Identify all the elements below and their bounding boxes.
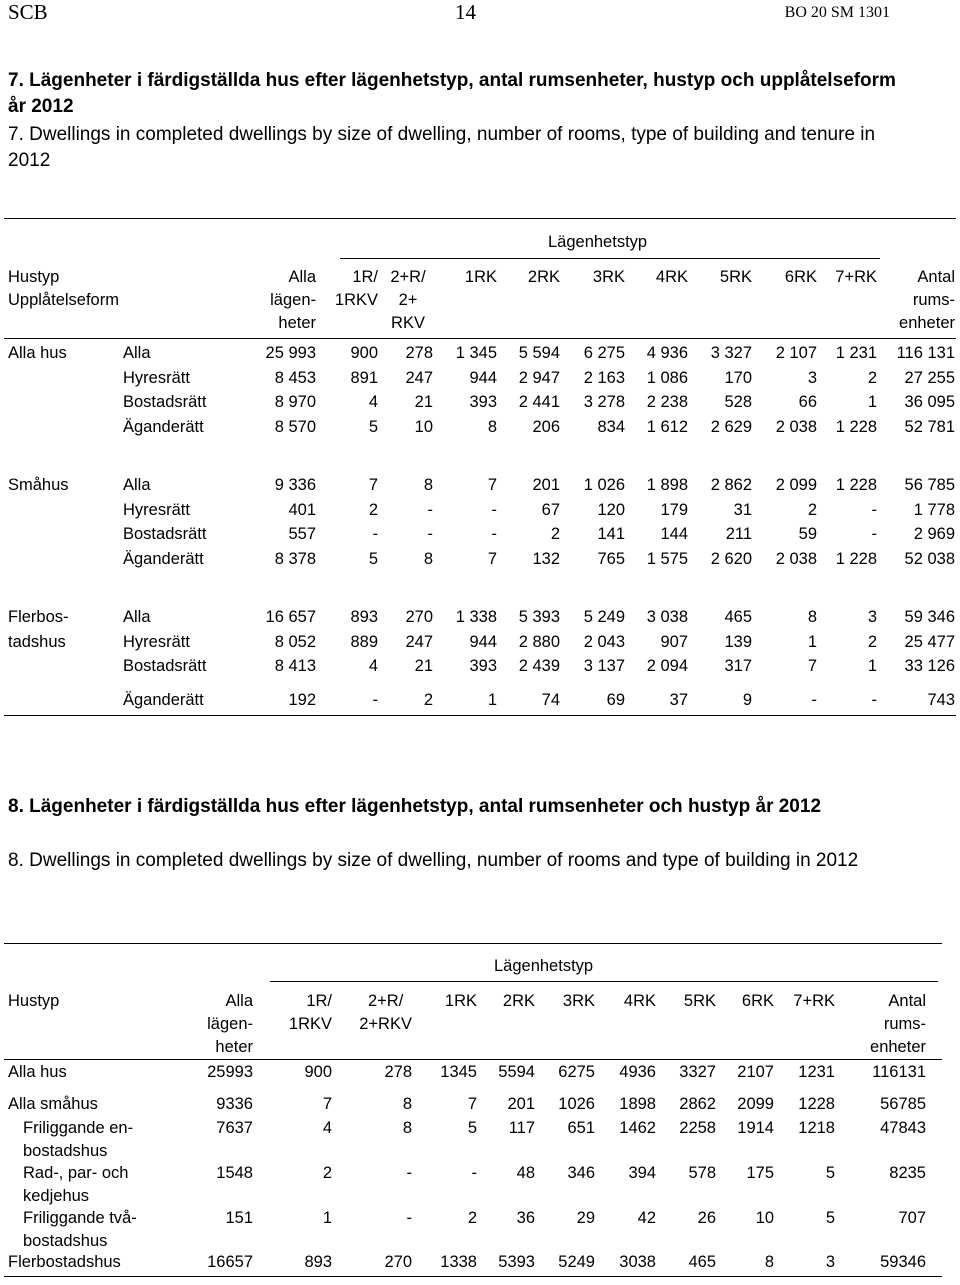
table8-cell: 8 xyxy=(402,1119,412,1137)
table7-cell: 192 xyxy=(288,690,316,709)
table7-cell: 10 xyxy=(414,417,433,436)
table7-cell: 1 xyxy=(867,657,877,675)
table8-cell: 175 xyxy=(746,1164,774,1182)
table7-cell: 2 439 xyxy=(518,657,560,675)
table7-cell: 2 xyxy=(423,690,433,709)
table7-cell: 2 880 xyxy=(518,632,560,651)
table8-col-header-4: 2RK xyxy=(502,992,535,1010)
table8-cell: 1218 xyxy=(798,1119,835,1137)
table8-cell: 10 xyxy=(755,1209,774,1227)
table7-cell: 2 038 xyxy=(775,417,817,436)
table7-col-header-10: Antal rums- enheter xyxy=(899,268,955,332)
table8-cell: 4936 xyxy=(619,1063,656,1081)
table7-cell: 2 xyxy=(368,500,378,519)
table8-cell: 151 xyxy=(225,1209,253,1227)
table7-group-header: Lägenhetstyp xyxy=(548,233,648,251)
table7-cell: 1 026 xyxy=(583,476,625,494)
table7-hustyp-1: Småhus xyxy=(8,476,69,494)
table8-cell: 5 xyxy=(825,1209,835,1227)
table8-cell: 9336 xyxy=(216,1095,253,1113)
table8-cell: 651 xyxy=(567,1119,595,1137)
table8-cell: 1898 xyxy=(619,1095,656,1113)
table7-cell: 5 594 xyxy=(518,344,560,362)
table8-cell: 201 xyxy=(507,1095,535,1113)
table7-cell: 1 228 xyxy=(835,476,877,494)
table8-cell: 1231 xyxy=(798,1063,835,1081)
table7-col-header-3: 1RK xyxy=(464,268,497,286)
table7-cell: 31 xyxy=(733,500,752,519)
table7-tenure: Bostadsrätt xyxy=(123,393,207,411)
table8-col-header-1: 1R/ 1RKV xyxy=(288,992,332,1033)
table8-cell: 465 xyxy=(688,1253,716,1271)
table7-cell: 120 xyxy=(597,500,625,519)
table8-cell: 26 xyxy=(697,1209,716,1227)
table8-cell: 1914 xyxy=(737,1119,774,1137)
table7-cell: 317 xyxy=(724,657,752,675)
table7-col-upplatelseform: Upplåtelseform xyxy=(8,291,119,309)
table7-cell: 834 xyxy=(597,417,625,436)
table7-tenure: Bostadsrätt xyxy=(123,657,207,675)
header-right: BO 20 SM 1301 xyxy=(784,4,890,21)
table8-cell: 59346 xyxy=(880,1253,926,1271)
table7-cell: 8 xyxy=(807,608,817,626)
table8-cell: 16657 xyxy=(207,1253,253,1271)
table7-cell: 7 xyxy=(487,476,497,494)
table7-cell: 69 xyxy=(606,690,625,709)
table8-group-header: Lägenhetstyp xyxy=(494,957,594,975)
table7-top-rule xyxy=(4,218,956,219)
table8-cell: 893 xyxy=(304,1253,332,1271)
table7-cell: 2 620 xyxy=(710,549,752,568)
table7-col-header-9: 7+RK xyxy=(835,268,877,286)
table7-cell: 2 094 xyxy=(646,657,688,675)
table7-col-hustyp: Hustyp xyxy=(8,268,60,286)
header-left: SCB xyxy=(8,0,48,24)
table8-cell: 2 xyxy=(467,1209,477,1227)
table7-title-en: 7. Dwellings in completed dwellings by size of dwelling, number of rooms, type of building and tenure in 2012 xyxy=(8,124,876,171)
table8-cell: 2099 xyxy=(737,1095,774,1113)
table7-cell: 1 898 xyxy=(646,476,688,494)
table8-col-header-10: Antal rums- enheter xyxy=(870,992,926,1056)
table7-cell: 944 xyxy=(469,368,497,387)
table7-group-rule xyxy=(340,258,880,259)
table7-cell: 74 xyxy=(541,690,560,709)
table7-cell: 2 xyxy=(867,368,877,387)
table8-col-header-5: 3RK xyxy=(562,992,595,1010)
table7-cell: - xyxy=(372,690,378,709)
table7-cell: 52 038 xyxy=(904,549,955,568)
table7-cell: 2 441 xyxy=(518,393,560,411)
table7-cell: 893 xyxy=(350,608,378,626)
table7-cell: 5 393 xyxy=(518,608,560,626)
table8-cell: 578 xyxy=(688,1164,716,1182)
table7-cell: 56 785 xyxy=(904,476,955,494)
table7-cell: 52 781 xyxy=(904,417,955,436)
table8-cell: 6275 xyxy=(558,1063,595,1081)
table7-cell: 67 xyxy=(541,500,560,519)
table7-cell: 900 xyxy=(350,344,378,362)
table7-cell: 1 338 xyxy=(455,608,497,626)
table7-cell: 9 336 xyxy=(274,476,316,494)
table7-cell: 25 993 xyxy=(265,344,316,362)
table7-cell: 5 249 xyxy=(583,608,625,626)
table7-cell: 21 xyxy=(414,657,433,675)
table7-tenure: Äganderätt xyxy=(123,690,204,709)
table7-cell: 27 255 xyxy=(904,368,955,387)
table7-cell: 2 107 xyxy=(775,344,817,362)
table7-cell: 4 xyxy=(368,393,378,411)
table8-row-label-line: bostadshus xyxy=(23,1141,108,1160)
table8-cell: 270 xyxy=(384,1253,412,1271)
table8-cell: 48 xyxy=(516,1164,535,1182)
table7-cell: 3 137 xyxy=(583,657,625,675)
table8-col-header-7: 5RK xyxy=(683,992,716,1010)
table8-cell: 5594 xyxy=(498,1063,535,1081)
table7-cell: 1 xyxy=(807,632,817,651)
table8-col-header-9: 7+RK xyxy=(793,992,835,1010)
table8-row-label-line: Rad-, par- och xyxy=(23,1164,129,1182)
table7-cell: 1 086 xyxy=(646,368,688,387)
table8-col-hustyp: Hustyp xyxy=(8,992,60,1010)
table8-cell: 346 xyxy=(567,1164,595,1182)
table7-cell: 1 xyxy=(867,393,877,411)
table7-bottom-rule xyxy=(4,715,956,716)
table7-cell: - xyxy=(811,690,817,709)
table7-cell: 8 xyxy=(423,549,433,568)
table7-cell: 2 099 xyxy=(775,476,817,494)
table7-cell: 2 163 xyxy=(583,368,625,387)
table7-cell: 1 575 xyxy=(646,549,688,568)
table7-cell: 889 xyxy=(350,632,378,651)
table7-cell: 4 936 xyxy=(646,344,688,362)
table7-tenure: Hyresrätt xyxy=(123,632,190,651)
table7-cell: 33 126 xyxy=(904,657,955,675)
table7-cell: 3 xyxy=(867,608,877,626)
table8-cell: 3327 xyxy=(679,1063,716,1081)
table7-cell: 5 xyxy=(368,417,378,436)
table7-cell: 765 xyxy=(597,549,625,568)
table7-cell: 3 278 xyxy=(583,393,625,411)
table8-cell: 278 xyxy=(384,1063,412,1081)
table8-cell: 2862 xyxy=(679,1095,716,1113)
table8-cell: 5 xyxy=(467,1119,477,1137)
table8-cell: 1345 xyxy=(440,1063,477,1081)
table7-tenure: Äganderätt xyxy=(123,417,204,436)
table7-tenure: Alla xyxy=(123,344,151,362)
table7-cell: 891 xyxy=(350,368,378,387)
table7-cell: 8 453 xyxy=(274,368,316,387)
table7-cell: 25 477 xyxy=(904,632,955,651)
table8-cell: 8 xyxy=(764,1253,774,1271)
table8-row-label: Flerbostadshus xyxy=(8,1253,121,1271)
table7-cell: 36 095 xyxy=(904,393,955,411)
table7-cell: 393 xyxy=(469,657,497,675)
table7-cell: 743 xyxy=(927,690,955,709)
table7-header-rule xyxy=(4,338,956,339)
table7-cell: 179 xyxy=(660,500,688,519)
table7-cell: 944 xyxy=(469,632,497,651)
table8-header-rule xyxy=(4,1059,942,1060)
table7-cell: 2 629 xyxy=(710,417,752,436)
table7-cell: 21 xyxy=(414,393,433,411)
table7-col-header-7: 5RK xyxy=(719,268,752,286)
table8-title-sv: 8. Lägenheter i färdigställda hus efter lägenhetstyp, antal rumsenheter och hustyp år 2012 xyxy=(8,796,822,817)
table7-cell: 59 346 xyxy=(904,608,955,626)
table8-cell: 117 xyxy=(508,1119,535,1137)
table7-cell: 59 xyxy=(798,525,817,543)
table8-cell: 1548 xyxy=(216,1164,253,1182)
table7-cell: - xyxy=(427,525,433,543)
table8-cell: 1338 xyxy=(440,1253,477,1271)
table7-cell: 3 327 xyxy=(710,344,752,362)
table7-cell: 6 275 xyxy=(583,344,625,362)
table7-cell: 16 657 xyxy=(265,608,316,626)
table8-row-label: Alla hus xyxy=(8,1063,67,1081)
table7-cell: 907 xyxy=(660,632,688,651)
table7-cell: 9 xyxy=(742,690,752,709)
table7-cell: 170 xyxy=(724,368,752,387)
table8-cell: - xyxy=(471,1164,477,1182)
table8-cell: 1462 xyxy=(619,1119,656,1137)
table7-cell: 37 xyxy=(669,690,688,709)
table7-cell: 8 xyxy=(487,417,497,436)
table8-cell: 1 xyxy=(322,1209,332,1227)
table8-row-label-line: Friliggande två- xyxy=(23,1209,137,1227)
table7-cell: 132 xyxy=(532,549,560,568)
table8-row-label-line: kedjehus xyxy=(23,1186,90,1205)
table8-cell: 900 xyxy=(304,1063,332,1081)
table7-cell: 8 970 xyxy=(274,393,316,411)
table8-bottom-rule xyxy=(4,1276,942,1277)
table8-cell: 7 xyxy=(322,1095,332,1113)
table8-cell: 2107 xyxy=(737,1063,774,1081)
table8-cell: 47843 xyxy=(880,1119,926,1137)
table7-cell: 247 xyxy=(405,632,433,651)
table7-cell: 2 862 xyxy=(710,476,752,494)
table7-cell: - xyxy=(491,525,497,543)
table7-cell: 465 xyxy=(724,608,752,626)
table8-cell: 3038 xyxy=(619,1253,656,1271)
table7-cell: 2 947 xyxy=(518,368,560,387)
table7-cell: - xyxy=(427,500,433,519)
table8-cell: 7637 xyxy=(216,1119,253,1137)
table7-cell: 206 xyxy=(532,417,560,436)
table7-tenure: Hyresrätt xyxy=(123,500,190,519)
table7-cell: - xyxy=(871,525,877,543)
table8-cell: - xyxy=(406,1209,412,1227)
table8-cell: 8 xyxy=(402,1095,412,1113)
table7-title-sv: 7. Lägenheter i färdigställda hus efter lägenhetstyp, antal rumsenheter, hustyp och upplåtelseform år 2012 xyxy=(8,70,896,117)
table8-cell: 36 xyxy=(516,1209,535,1227)
table7-cell: 7 xyxy=(807,657,817,675)
table8-cell: 29 xyxy=(576,1209,595,1227)
table7-col-header-2: 2+R/ 2+ RKV xyxy=(390,268,426,332)
table7-cell: 1 228 xyxy=(835,417,877,436)
table8-cell: 4 xyxy=(322,1119,332,1137)
table7-cell: 2 038 xyxy=(775,549,817,568)
table7-cell: 1 612 xyxy=(646,417,688,436)
table8-col-header-8: 6RK xyxy=(741,992,774,1010)
table8-cell: 56785 xyxy=(880,1095,926,1113)
table7-cell: 1 xyxy=(487,690,497,709)
table7-cell: - xyxy=(871,690,877,709)
table8-cell: 3 xyxy=(825,1253,835,1271)
table7-cell: 2 238 xyxy=(646,393,688,411)
table7-cell: 8 xyxy=(423,476,433,494)
table8-cell: 8235 xyxy=(889,1164,926,1182)
table8-cell: 1228 xyxy=(798,1095,835,1113)
table8-col-header-6: 4RK xyxy=(623,992,656,1010)
table7-cell: 201 xyxy=(532,476,560,494)
table7-cell: 3 xyxy=(807,368,817,387)
table7-cell: 401 xyxy=(288,500,316,519)
table7-tenure: Äganderätt xyxy=(123,549,204,568)
table7-cell: 1 228 xyxy=(835,549,877,568)
table7-cell: 557 xyxy=(288,525,316,543)
table8-cell: 7 xyxy=(467,1095,477,1113)
table7-cell: 1 345 xyxy=(455,344,497,362)
table8-cell: 5249 xyxy=(558,1253,595,1271)
table7-tenure: Alla xyxy=(123,476,151,494)
table8-col-header-0: Alla lägen- heter xyxy=(207,992,253,1056)
table7-tenure: Hyresrätt xyxy=(123,368,190,387)
table7-cell: 5 xyxy=(368,549,378,568)
page-number: 14 xyxy=(455,0,476,24)
table7-cell: 2 043 xyxy=(583,632,625,651)
table7-cell: 8 413 xyxy=(274,657,316,675)
table8-col-header-2: 2+R/ 2+RKV xyxy=(359,992,412,1033)
table8-cell: 116131 xyxy=(872,1063,926,1081)
table7-cell: - xyxy=(491,500,497,519)
table7-cell: 270 xyxy=(405,608,433,626)
table7-cell: 2 xyxy=(807,500,817,519)
table7-tenure: Bostadsrätt xyxy=(123,525,207,543)
table7-cell: 4 xyxy=(368,657,378,675)
table7-cell: 393 xyxy=(469,393,497,411)
table7-hustyp-0: Alla hus xyxy=(8,344,67,362)
table7-cell: 2 xyxy=(867,632,877,651)
table8-cell: 5 xyxy=(825,1164,835,1182)
table7-col-header-4: 2RK xyxy=(527,268,560,286)
table7-cell: 116 131 xyxy=(896,344,955,362)
table7-col-header-0: Alla lägen- heter xyxy=(270,268,316,332)
table8-col-header-3: 1RK xyxy=(444,992,477,1010)
table8-row-label-line: bostadshus xyxy=(23,1231,108,1250)
table7-col-header-8: 6RK xyxy=(784,268,817,286)
table7-cell: 66 xyxy=(798,393,817,411)
table8-cell: 1026 xyxy=(558,1095,595,1113)
table7-cell: 211 xyxy=(725,525,752,543)
table8-cell: - xyxy=(406,1164,412,1182)
table7-cell: 3 038 xyxy=(646,608,688,626)
table7-cell: 139 xyxy=(724,632,752,651)
table7-hustyp-2-line-1: tadshus xyxy=(8,632,66,651)
table7-cell: 1 231 xyxy=(835,344,877,362)
table7-cell: 144 xyxy=(660,525,688,543)
table7-col-header-6: 4RK xyxy=(655,268,688,286)
table8-cell: 2258 xyxy=(679,1119,716,1137)
table7-cell: 2 969 xyxy=(913,525,955,543)
table7-cell: 8 378 xyxy=(274,549,316,568)
table7-cell: 278 xyxy=(405,344,433,362)
table8-title-en: 8. Dwellings in completed dwellings by size of dwelling, number of rooms and type of building in 2012 xyxy=(8,850,859,871)
table8-top-rule xyxy=(4,943,942,944)
table8-cell: 5393 xyxy=(498,1253,535,1271)
table7-cell: - xyxy=(372,525,378,543)
table7-hustyp-2-line-0: Flerbos- xyxy=(8,608,69,626)
table7-cell: 8 570 xyxy=(274,417,316,436)
table8-cell: 42 xyxy=(637,1209,656,1227)
table8-group-rule xyxy=(270,981,938,982)
table7-cell: 528 xyxy=(724,393,752,411)
table8-cell: 25993 xyxy=(207,1063,253,1081)
table7-cell: 7 xyxy=(368,476,378,494)
table8-cell: 394 xyxy=(628,1164,656,1182)
table7-cell: - xyxy=(871,500,877,519)
table7-col-header-5: 3RK xyxy=(592,268,625,286)
table8-row-label: Alla småhus xyxy=(8,1095,98,1113)
table8-cell: 707 xyxy=(898,1209,926,1227)
table8-row-label-line: Friliggande en- xyxy=(23,1119,134,1137)
table7-cell: 2 xyxy=(550,525,560,543)
table7-cell: 8 052 xyxy=(274,632,316,651)
table7-cell: 141 xyxy=(597,525,625,543)
table8-cell: 2 xyxy=(322,1164,332,1182)
table7-cell: 247 xyxy=(405,368,433,387)
table7-col-header-1: 1R/ 1RKV xyxy=(334,268,378,309)
table7-tenure: Alla xyxy=(123,608,151,626)
table7-cell: 7 xyxy=(487,549,497,568)
table7-cell: 1 778 xyxy=(913,500,955,519)
